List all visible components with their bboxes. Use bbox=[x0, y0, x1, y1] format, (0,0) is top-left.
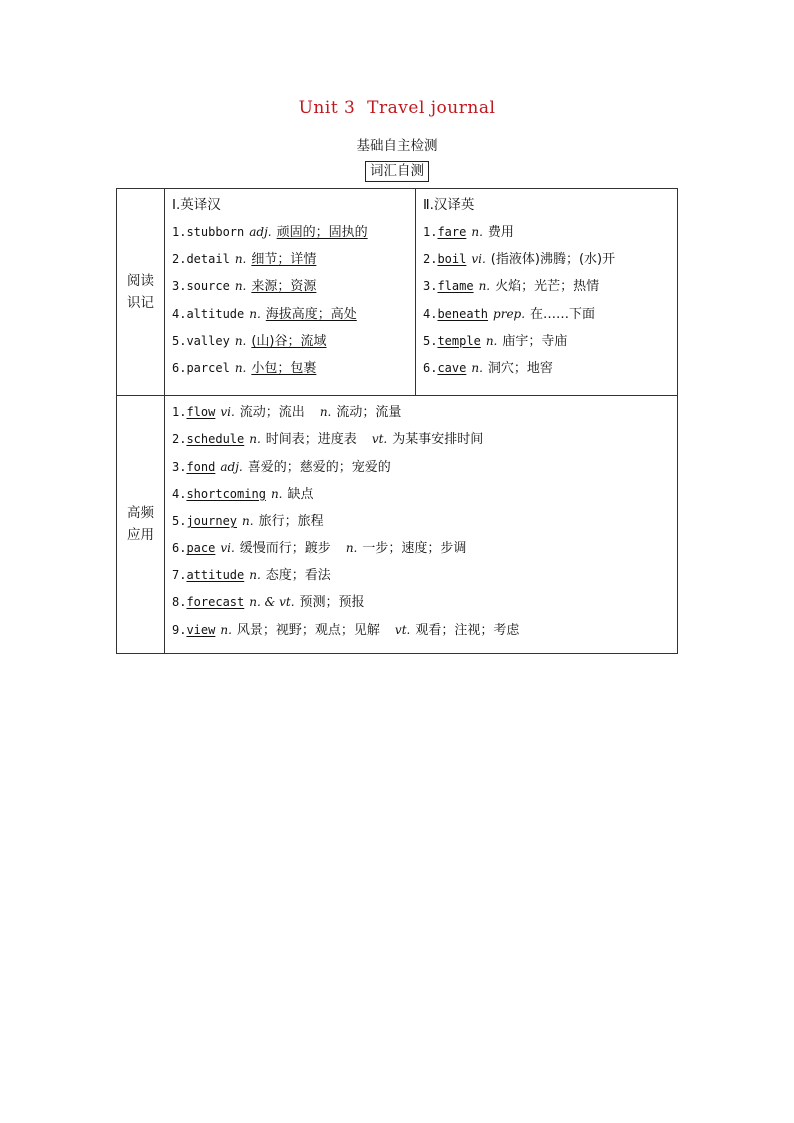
item-meaning: 来源；资源 bbox=[251, 279, 317, 295]
reading-row bbox=[117, 189, 678, 396]
vocab-item bbox=[423, 249, 677, 276]
vocab-item bbox=[423, 331, 677, 358]
item-pos: n. bbox=[471, 360, 483, 375]
item-pos: n. bbox=[249, 568, 261, 583]
item-number: 9. bbox=[172, 622, 187, 637]
en-to-zh-heading: Ⅰ.英译汉 bbox=[172, 197, 221, 213]
item-pos-2: vt. bbox=[371, 432, 388, 447]
item-word: boil bbox=[437, 252, 467, 267]
item-number: 1. bbox=[172, 225, 187, 239]
item-number: 8. bbox=[172, 595, 187, 610]
item-number: 5. bbox=[423, 333, 438, 348]
item-number: 2. bbox=[172, 432, 187, 447]
item-meaning: (指液体)沸腾；(水)开 bbox=[490, 252, 616, 268]
vocab-item bbox=[172, 249, 415, 276]
item-meaning-2: 一步；速度；步调 bbox=[362, 541, 467, 557]
item-pos-2: vt. bbox=[394, 622, 411, 637]
item-meaning: 细节；详情 bbox=[251, 252, 317, 268]
item-word: detail bbox=[186, 252, 230, 267]
item-word: view bbox=[186, 622, 216, 637]
item-number: 5. bbox=[172, 513, 187, 528]
item-number: 2. bbox=[423, 252, 438, 267]
item-pos: n. bbox=[478, 279, 491, 294]
item-word: fare bbox=[437, 225, 467, 239]
item-meaning: (山)谷；流域 bbox=[251, 333, 327, 349]
item-meaning: 流动；流出 bbox=[239, 405, 305, 421]
item-word: cave bbox=[437, 360, 467, 375]
item-word: schedule bbox=[186, 432, 245, 447]
vocab-item bbox=[172, 620, 677, 647]
item-pos: n. bbox=[234, 279, 247, 294]
frequent-row bbox=[117, 396, 678, 654]
item-number: 6. bbox=[423, 360, 438, 375]
item-number: 5. bbox=[172, 333, 187, 348]
item-meaning-2: 流动；流量 bbox=[336, 405, 402, 421]
vocab-item bbox=[172, 402, 677, 429]
item-meaning: 风景；视野；观点；见解 bbox=[236, 622, 380, 638]
item-meaning: 缺点 bbox=[287, 486, 314, 502]
item-pos: adj. bbox=[220, 459, 243, 474]
vocab-item bbox=[172, 331, 415, 358]
item-number: 7. bbox=[172, 568, 187, 583]
item-word: shortcoming bbox=[186, 486, 266, 501]
item-meaning-2: 观看；注视；考虑 bbox=[415, 622, 520, 638]
item-meaning-2: 为某事安排时间 bbox=[392, 432, 484, 448]
item-word: parcel bbox=[186, 360, 230, 375]
item-number: 4. bbox=[423, 306, 438, 321]
item-meaning: 旅行；旅程 bbox=[258, 513, 324, 529]
reading-label bbox=[117, 189, 165, 396]
reading-label-line: 识记 bbox=[127, 295, 154, 312]
item-pos-2: n. bbox=[345, 541, 358, 556]
vocab-item bbox=[172, 276, 415, 303]
item-word: valley bbox=[186, 333, 230, 348]
item-meaning: 费用 bbox=[487, 225, 514, 240]
item-number: 4. bbox=[172, 486, 187, 501]
frequent-label bbox=[117, 396, 165, 654]
page-subtitle: 基础自主检测 bbox=[356, 138, 438, 154]
item-pos: n. bbox=[234, 252, 247, 267]
item-word: flow bbox=[186, 405, 216, 420]
vocab-item bbox=[172, 304, 415, 331]
frequent-cell bbox=[165, 396, 678, 654]
vocab-item bbox=[172, 565, 677, 592]
item-pos: n. bbox=[234, 360, 247, 375]
item-meaning: 洞穴；地窖 bbox=[487, 360, 553, 376]
item-meaning: 喜爱的；慈爱的；宠爱的 bbox=[247, 459, 391, 475]
item-word: altitude bbox=[186, 306, 245, 321]
vocab-item bbox=[423, 304, 677, 331]
item-pos: n. bbox=[270, 486, 283, 501]
item-pos: prep. bbox=[493, 306, 526, 321]
item-pos: n. bbox=[234, 333, 247, 348]
item-meaning: 预测；预报 bbox=[299, 595, 365, 611]
item-pos: vi. bbox=[220, 541, 235, 556]
item-pos: n. bbox=[249, 306, 261, 321]
item-pos: vi. bbox=[471, 252, 486, 267]
item-meaning: 缓慢而行；踱步 bbox=[239, 541, 331, 557]
item-meaning: 庙宇；寺庙 bbox=[502, 333, 568, 349]
vocab-item bbox=[172, 429, 677, 456]
item-meaning: 顽固的；固执的 bbox=[276, 225, 368, 240]
item-word: pace bbox=[186, 541, 216, 556]
item-pos: n. & vt. bbox=[249, 595, 295, 610]
item-number: 1. bbox=[423, 225, 438, 239]
vocab-item bbox=[423, 222, 677, 249]
item-number: 6. bbox=[172, 360, 187, 375]
vocab-item bbox=[172, 538, 677, 565]
item-word: temple bbox=[437, 333, 481, 348]
item-word: attitude bbox=[186, 568, 245, 583]
section-label: 词汇自测 bbox=[365, 161, 429, 182]
item-pos: vi. bbox=[220, 405, 235, 420]
item-word: forecast bbox=[186, 595, 245, 610]
vocab-item bbox=[172, 457, 677, 484]
vocabulary-table bbox=[116, 188, 678, 654]
item-pos: n. bbox=[471, 225, 483, 239]
item-pos: n. bbox=[485, 333, 498, 348]
page-title: Unit 3 Travel journal bbox=[298, 98, 496, 118]
item-number: 3. bbox=[423, 279, 438, 294]
item-number: 2. bbox=[172, 252, 187, 267]
item-pos: adj. bbox=[249, 225, 272, 239]
item-pos: n. bbox=[242, 513, 254, 528]
item-meaning: 在……下面 bbox=[530, 306, 596, 322]
frequent-label-line: 应用 bbox=[127, 527, 154, 544]
item-pos: n. bbox=[220, 622, 232, 637]
item-meaning: 海拔高度；高处 bbox=[265, 306, 357, 322]
item-number: 3. bbox=[172, 279, 187, 294]
item-word: beneath bbox=[437, 306, 489, 321]
item-meaning: 时间表；进度表 bbox=[265, 432, 357, 448]
item-meaning: 态度；看法 bbox=[265, 568, 331, 584]
item-number: 3. bbox=[172, 459, 187, 474]
item-meaning: 小包；包裹 bbox=[251, 360, 317, 376]
vocab-item bbox=[172, 222, 415, 249]
item-pos: n. bbox=[249, 432, 261, 447]
vocab-item bbox=[172, 511, 677, 538]
item-meaning: 火焰；光芒；热情 bbox=[495, 279, 600, 295]
reading-label-line: 阅读 bbox=[127, 273, 154, 290]
item-word: journey bbox=[186, 513, 238, 528]
item-word: source bbox=[186, 279, 230, 294]
item-number: 4. bbox=[172, 306, 187, 321]
zh-to-en-cell bbox=[416, 189, 678, 396]
frequent-label-line: 高频 bbox=[127, 505, 154, 522]
vocab-item bbox=[172, 358, 415, 385]
item-word: flame bbox=[437, 279, 474, 294]
item-pos-2: n. bbox=[319, 405, 332, 420]
en-to-zh-cell bbox=[165, 189, 416, 396]
item-number: 1. bbox=[172, 405, 187, 420]
item-number: 6. bbox=[172, 541, 187, 556]
vocab-item bbox=[172, 592, 677, 619]
vocab-item bbox=[423, 358, 677, 385]
item-word: fond bbox=[186, 459, 216, 474]
vocab-item bbox=[172, 484, 677, 511]
vocab-item bbox=[423, 276, 677, 303]
zh-to-en-heading: Ⅱ.汉译英 bbox=[423, 197, 475, 213]
item-word: stubborn bbox=[186, 225, 245, 239]
